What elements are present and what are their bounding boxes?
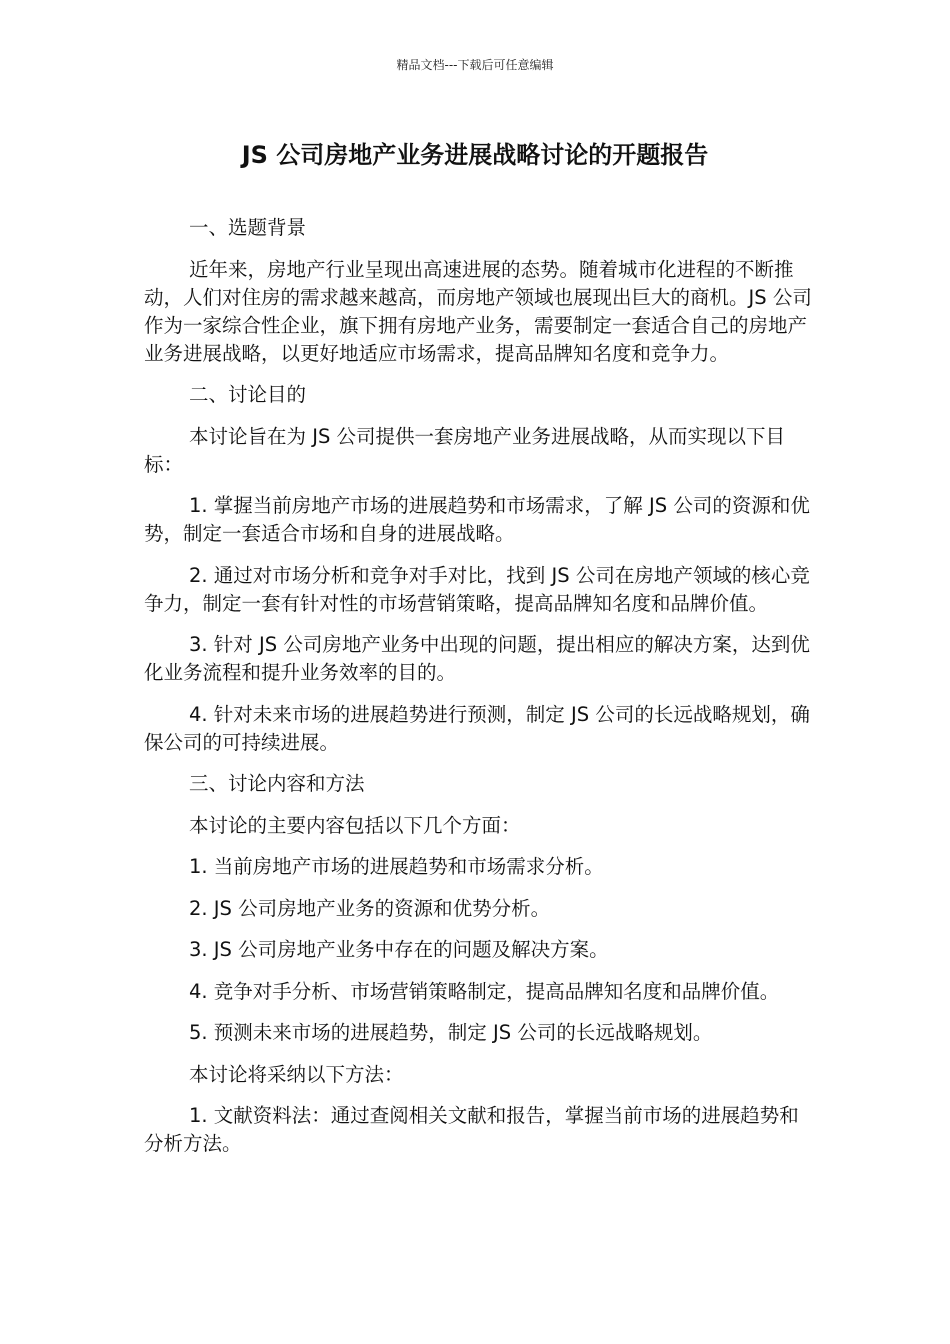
- list-item-goal-1: 1. 掌握当前房地产市场的进展趋势和市场需求，了解 JS 公司的资源和优势，制定一套适合市场和自身的进展战略。: [144, 494, 810, 545]
- list-item-goal-2: 2. 通过对市场分析和竞争对手对比，找到 JS 公司在房地产领域的核心竞争力，制定一套有针对性的市场营销策略，提高品牌知名度和品牌价值。: [144, 563, 810, 615]
- paragraph-content-intro: 本讨论的主要内容包括以下几个方面：: [189, 813, 521, 837]
- section-heading-content-method: 三、讨论内容和方法: [189, 772, 365, 795]
- document-body: [144, 214, 812, 1172]
- list-item-content-4: 4. 竞争对手分析、市场营销策略制定，提高品牌知名度和品牌价值。: [189, 979, 780, 1003]
- list-item-content-3: 3. JS 公司房地产业务中存在的问题及解决方案。: [189, 938, 609, 961]
- document-title: JS 公司房地产业务进展战略讨论的开题报告: [241, 141, 709, 169]
- section-heading-background: 一、选题背景: [189, 216, 307, 239]
- list-item-content-2: 2. JS 公司房地产业务的资源和优势分析。: [189, 896, 551, 920]
- list-item-content-1: 1. 当前房地产市场的进展趋势和市场需求分析。: [189, 855, 604, 878]
- list-item-goal-4: 4. 针对未来市场的进展趋势进行预测，制定 JS 公司的长远战略规划，确保公司的可持续进展。: [144, 702, 810, 754]
- list-item-goal-3: 3. 针对 JS 公司房地产业务中出现的问题，提出相应的解决方案，达到优化业务流程和提升业务效率的目的。: [144, 633, 810, 684]
- paragraph-purpose-intro: 本讨论旨在为 JS 公司提供一套房地产业务进展战略，从而实现以下目标：: [144, 424, 786, 476]
- list-item-content-5: 5. 预测未来市场的进展趋势，制定 JS 公司的长远战略规划。: [189, 1021, 713, 1044]
- section-heading-purpose: 二、讨论目的: [189, 383, 307, 406]
- header-note: 精品文档---下载后可任意编辑: [396, 58, 554, 72]
- paragraph-method-intro: 本讨论将采纳以下方法：: [189, 1062, 404, 1086]
- paragraph-background: 近年来，房地产行业呈现出高速进展的态势。随着城市化进程的不断推动，人们对住房的需求越来越高，而房地产领域也展现出巨大的商机。JS 公司作为一家综合性企业，旗下拥有房地产业务，需要制定一套适合自己的房地产业务进展战略，以更好地适应市场需求，提高品牌知名度和竞争力。: [144, 257, 812, 365]
- list-item-method-1: 1. 文献资料法：通过查阅相关文献和报告，掌握当前市场的进展趋势和分析方法。: [144, 1104, 799, 1155]
